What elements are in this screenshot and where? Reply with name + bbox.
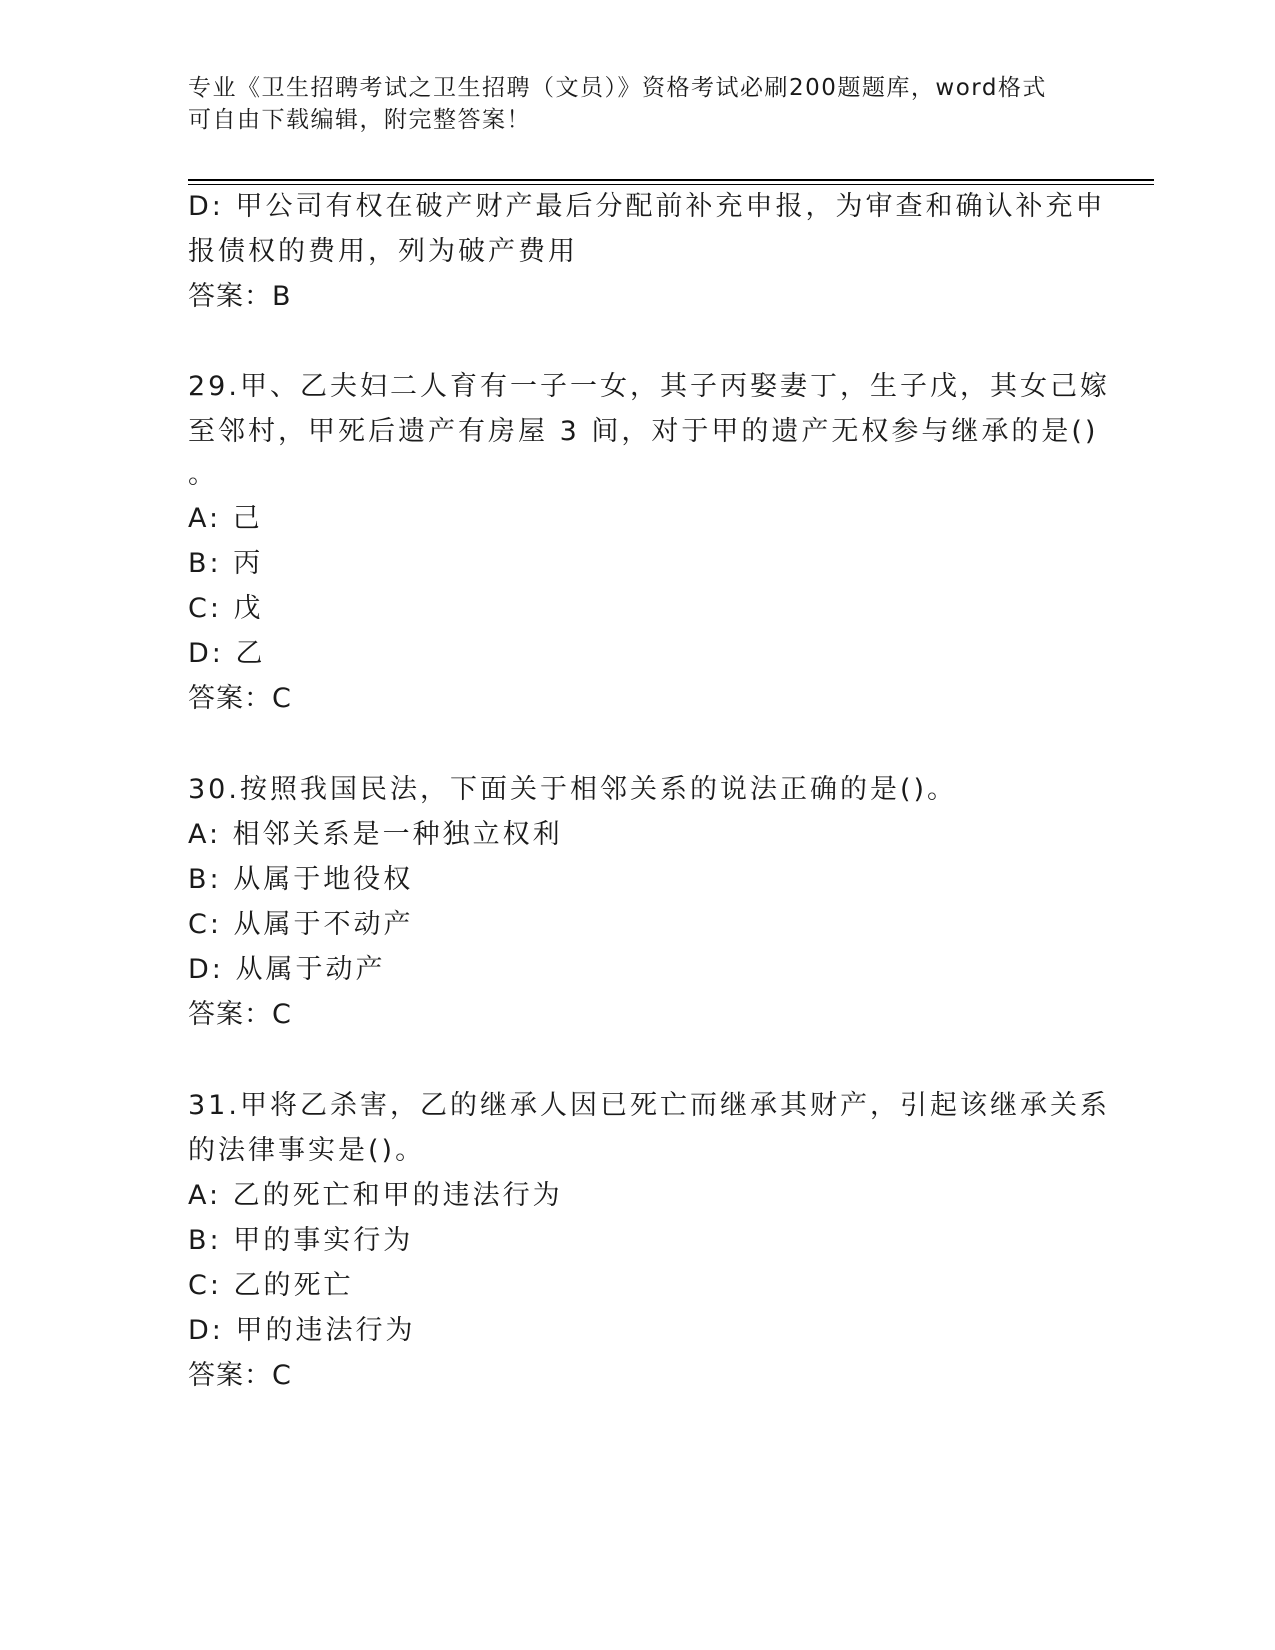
q30-stem-line-1: 30.按照我国民法，下面关于相邻关系的说法正确的是()。 [188,774,958,805]
q30-option-d: D: 从属于动产 [188,954,386,985]
q30-option-a: A: 相邻关系是一种独立权利 [188,819,563,850]
q29-answer: 答案：C [188,683,292,714]
q30-answer: 答案：C [188,999,292,1030]
q29-stem-line-1: 29.甲、乙夫妇二人育有一子一女，其子丙娶妻丁，生子戊，其女己嫁 [188,371,1110,402]
q28-option-d-line-2: 报债权的费用，列为破产费用 [188,236,578,267]
q30-option-c: C: 从属于不动产 [188,909,414,940]
q31-option-a: A: 乙的死亡和甲的违法行为 [188,1180,563,1211]
q28-option-d-line-1: D: 甲公司有权在破产财产最后分配前补充申报，为审查和确认补充申 [188,191,1106,222]
q29-stem-line-2: 至邻村，甲死后遗产有房屋 3 间，对于甲的遗产无权参与继承的是() [188,416,1099,447]
q31-option-d: D: 甲的违法行为 [188,1315,416,1346]
q28-answer: 答案：B [188,281,292,312]
header-divider-thick [188,179,1154,181]
q31-stem-line-2: 的法律事实是()。 [188,1135,426,1166]
q29-stem-line-3: 。 [188,459,218,490]
q31-option-b: B: 甲的事实行为 [188,1225,414,1256]
q29-option-c: C: 戊 [188,593,264,624]
q30-option-b: B: 从属于地役权 [188,864,414,895]
q29-option-d: D: 乙 [188,638,266,669]
q31-stem-line-1: 31.甲将乙杀害，乙的继承人因已死亡而继承其财产，引起该继承关系 [188,1090,1110,1121]
document-header [188,72,1068,136]
header-title-line-2: 可自由下载编辑，附完整答案！ [188,107,531,133]
q31-option-c: C: 乙的死亡 [188,1270,354,1301]
q31-answer: 答案：C [188,1360,292,1391]
header-divider-thin [188,184,1154,185]
q29-option-a: A: 己 [188,503,263,534]
header-title-line-1: 专业《卫生招聘考试之卫生招聘（文员）》资格考试必刷200题题库，word格式 [188,75,1047,101]
q29-option-b: B: 丙 [188,548,264,579]
